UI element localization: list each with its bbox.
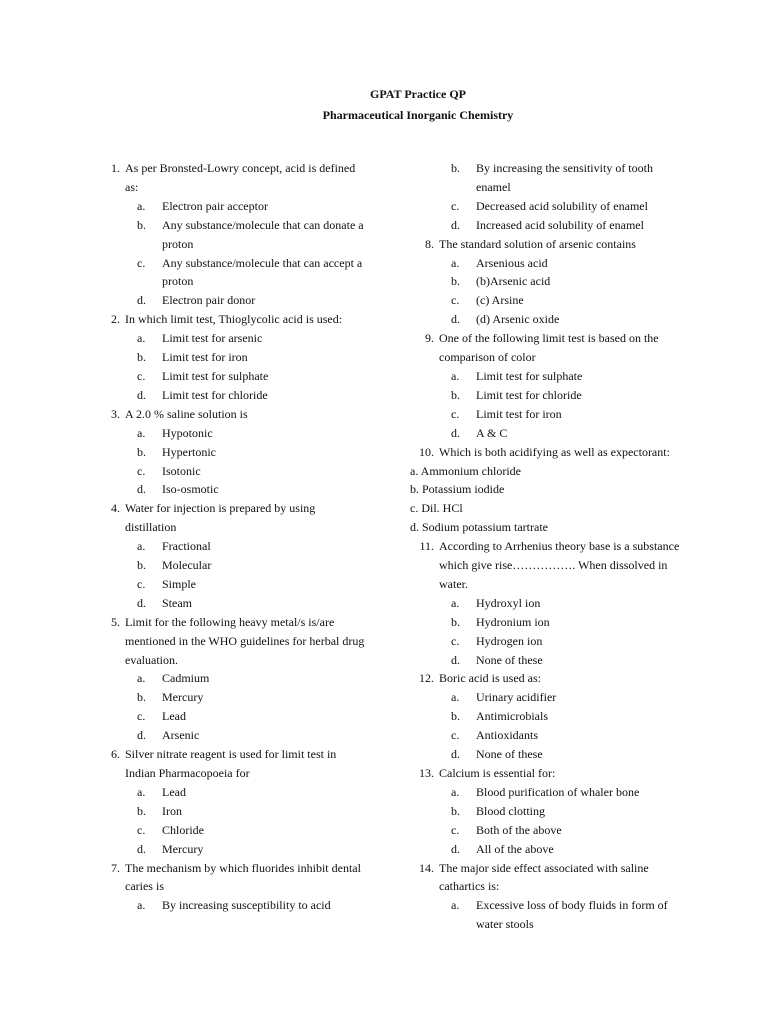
option bbox=[439, 310, 680, 329]
option bbox=[125, 386, 366, 405]
option-text: Limit test for arsenic bbox=[162, 331, 263, 346]
option bbox=[439, 216, 680, 235]
option-text: All of the above bbox=[476, 841, 554, 856]
plain-option: c. Dil. HCl bbox=[410, 501, 463, 516]
option bbox=[125, 367, 366, 386]
page-title: GPAT Practice QP bbox=[370, 87, 466, 101]
option-text: Lead bbox=[162, 709, 186, 724]
option bbox=[439, 651, 680, 670]
option-label: a. bbox=[451, 898, 460, 913]
option bbox=[439, 386, 680, 405]
option-label: d. bbox=[451, 652, 460, 667]
question-text: Boric acid is used as: bbox=[439, 671, 541, 686]
question-text: Limit for the following heavy metal/s is/are mentioned in the WHO guidelines for herbal drug evaluation. bbox=[125, 614, 365, 667]
option-text: Lead bbox=[162, 784, 186, 799]
option bbox=[439, 291, 680, 310]
option-label: a. bbox=[137, 539, 146, 554]
option bbox=[125, 443, 366, 462]
option-label: c. bbox=[137, 822, 146, 837]
option-label: d. bbox=[137, 595, 146, 610]
question-2 bbox=[96, 310, 366, 405]
question-4 bbox=[96, 499, 366, 612]
option-text: Excessive loss of body fluids in form of water stools bbox=[476, 898, 668, 932]
option-text: Decreased acid solubility of enamel bbox=[476, 198, 648, 213]
option-text: Mercury bbox=[162, 841, 204, 856]
option-label: d. bbox=[451, 747, 460, 762]
plain-option: b. Potassium iodide bbox=[410, 482, 505, 497]
question-9 bbox=[410, 329, 680, 442]
option-label: b. bbox=[137, 558, 146, 573]
option-label: b. bbox=[451, 274, 460, 289]
option-label: b. bbox=[451, 803, 460, 818]
option bbox=[439, 405, 680, 424]
option-text: Mercury bbox=[162, 690, 204, 705]
option-label: c. bbox=[137, 576, 146, 591]
option-label: d. bbox=[451, 425, 460, 440]
option-label: c. bbox=[451, 293, 460, 308]
option-text: Molecular bbox=[162, 558, 212, 573]
option bbox=[125, 462, 366, 481]
option-text: Iso-osmotic bbox=[162, 482, 219, 497]
question-number: 2. bbox=[111, 312, 120, 327]
option-text: Hypertonic bbox=[162, 444, 216, 459]
option-label: c. bbox=[451, 728, 460, 743]
option-text: Arsenious acid bbox=[476, 255, 548, 270]
option bbox=[439, 726, 680, 745]
question-14 bbox=[410, 859, 680, 935]
option-text: Simple bbox=[162, 576, 197, 591]
option bbox=[125, 783, 366, 802]
option-text: Limit test for sulphate bbox=[162, 368, 269, 383]
question-1 bbox=[96, 159, 366, 310]
question-text: Which is both acidifying as well as expectorant: bbox=[439, 444, 670, 459]
option-label: b. bbox=[137, 217, 146, 232]
question-text: As per Bronsted-Lowry concept, acid is defined as: bbox=[125, 161, 356, 194]
option-label: b. bbox=[137, 350, 146, 365]
question-number: 13. bbox=[419, 766, 434, 780]
option-text: Limit test for iron bbox=[476, 406, 562, 421]
question-number: 5. bbox=[111, 614, 120, 629]
option-label: c. bbox=[137, 709, 146, 724]
option bbox=[125, 575, 366, 594]
option bbox=[439, 594, 680, 613]
option bbox=[439, 802, 680, 821]
option-label: c. bbox=[137, 368, 146, 383]
option-label: b. bbox=[137, 803, 146, 818]
option-label: b. bbox=[451, 161, 460, 175]
question-text: One of the following limit test is based on the comparison of color bbox=[439, 331, 659, 365]
option-text: Any substance/molecule that can accept a proton bbox=[162, 255, 363, 289]
option-label: d. bbox=[137, 387, 146, 402]
question-text: In which limit test, Thioglycolic acid is used: bbox=[125, 312, 343, 327]
question-number: 3. bbox=[111, 406, 120, 421]
option bbox=[125, 291, 366, 310]
option bbox=[439, 688, 680, 707]
option-label: d. bbox=[451, 841, 460, 856]
option bbox=[125, 537, 366, 556]
question-3 bbox=[96, 405, 366, 500]
option-label: d. bbox=[137, 728, 146, 743]
option bbox=[125, 594, 366, 613]
option-text: Blood clotting bbox=[476, 803, 545, 818]
option-label: c. bbox=[137, 255, 146, 270]
option-label: d. bbox=[137, 841, 146, 856]
option-label: b. bbox=[137, 444, 146, 459]
option-text: By increasing susceptibility to acid bbox=[162, 898, 331, 913]
option bbox=[125, 840, 366, 859]
option-label: a. bbox=[137, 425, 146, 440]
option-text: Fractional bbox=[162, 539, 211, 554]
question-7-continued bbox=[410, 159, 680, 235]
option bbox=[125, 216, 366, 254]
option bbox=[125, 424, 366, 443]
option-text: Electron pair donor bbox=[162, 293, 256, 308]
option-label: a. bbox=[451, 784, 460, 799]
option bbox=[439, 197, 680, 216]
right-column bbox=[410, 159, 680, 934]
option bbox=[125, 348, 366, 367]
question-5 bbox=[96, 613, 366, 745]
question-text: The mechanism by which fluorides inhibit dental caries is bbox=[125, 860, 361, 894]
option-text: None of these bbox=[476, 747, 543, 762]
option-text: Antimicrobials bbox=[476, 709, 548, 724]
option-label: c. bbox=[451, 406, 460, 421]
option-label: b. bbox=[451, 614, 460, 629]
option-text: Antioxidants bbox=[476, 728, 538, 743]
option-label: c. bbox=[137, 463, 146, 478]
question-text: The major side effect associated with saline cathartics is: bbox=[439, 860, 649, 894]
option bbox=[125, 896, 366, 915]
option-label: a. bbox=[137, 784, 146, 799]
option-label: a. bbox=[137, 671, 146, 686]
option bbox=[439, 424, 680, 443]
option bbox=[439, 613, 680, 632]
option-text: Arsenic bbox=[162, 728, 200, 743]
option-text: Increased acid solubility of enamel bbox=[476, 217, 644, 232]
question-number: 12. bbox=[419, 671, 434, 686]
option-label: a. bbox=[137, 898, 146, 913]
option-label: a. bbox=[451, 690, 460, 705]
option bbox=[125, 802, 366, 821]
option-text: Iron bbox=[162, 803, 182, 818]
option-text: Blood purification of whaler bone bbox=[476, 784, 640, 799]
option bbox=[125, 556, 366, 575]
option-label: c. bbox=[451, 633, 460, 648]
option-text: (d) Arsenic oxide bbox=[476, 312, 560, 327]
question-text: According to Arrhenius theory base is a substance which give rise……………. When dissolved in water. bbox=[439, 539, 680, 591]
question-number: 8. bbox=[425, 236, 434, 251]
option bbox=[439, 272, 680, 291]
question-7 bbox=[96, 859, 366, 916]
option-label: c. bbox=[451, 822, 460, 837]
question-12 bbox=[410, 669, 680, 764]
option-text: Hypotonic bbox=[162, 425, 213, 440]
question-number: 1. bbox=[111, 161, 120, 175]
question-6 bbox=[96, 745, 366, 858]
option bbox=[439, 159, 680, 197]
question-8 bbox=[410, 235, 680, 330]
option bbox=[439, 632, 680, 651]
option-text: None of these bbox=[476, 652, 543, 667]
option bbox=[439, 745, 680, 764]
option bbox=[439, 707, 680, 726]
option bbox=[439, 840, 680, 859]
option-label: a. bbox=[451, 255, 460, 270]
option-text: Limit test for chloride bbox=[476, 387, 582, 402]
option-label: b. bbox=[451, 709, 460, 724]
option-text: Hydroxyl ion bbox=[476, 595, 541, 610]
option-text: Hydrogen ion bbox=[476, 633, 543, 648]
option bbox=[125, 480, 366, 499]
question-number: 11. bbox=[419, 539, 434, 554]
title-block bbox=[0, 84, 768, 126]
option-label: d. bbox=[137, 293, 146, 308]
option-text: (b)Arsenic acid bbox=[476, 274, 551, 289]
option bbox=[439, 254, 680, 273]
option-text: Chloride bbox=[162, 822, 204, 837]
option bbox=[439, 821, 680, 840]
question-10 bbox=[410, 443, 680, 462]
plain-option: d. Sodium potassium tartrate bbox=[410, 520, 548, 535]
option bbox=[125, 821, 366, 840]
plain-option: a. Ammonium chloride bbox=[410, 463, 521, 478]
question-text: Calcium is essential for: bbox=[439, 766, 556, 780]
question-number: 4. bbox=[111, 501, 120, 516]
question-number: 6. bbox=[111, 747, 120, 762]
option-label: a. bbox=[137, 198, 146, 213]
option-label: a. bbox=[451, 368, 460, 383]
option-text: Limit test for iron bbox=[162, 350, 248, 365]
option-label: a. bbox=[451, 595, 460, 610]
option bbox=[439, 783, 680, 802]
option-label: b. bbox=[137, 690, 146, 705]
question-number: 10. bbox=[419, 444, 434, 459]
option-text: Limit test for sulphate bbox=[476, 368, 583, 383]
option bbox=[125, 688, 366, 707]
option-text: By increasing the sensitivity of tooth enamel bbox=[476, 161, 653, 194]
page-subtitle: Pharmaceutical Inorganic Chemistry bbox=[322, 108, 514, 122]
option-label: d. bbox=[451, 217, 460, 232]
option bbox=[125, 669, 366, 688]
question-number: 14. bbox=[419, 860, 434, 875]
option bbox=[439, 896, 680, 934]
option-text: Limit test for chloride bbox=[162, 387, 268, 402]
option-text: Isotonic bbox=[162, 463, 201, 478]
option-text: (c) Arsine bbox=[476, 293, 524, 308]
option-text: Hydronium ion bbox=[476, 614, 550, 629]
option bbox=[125, 197, 366, 216]
question-text: Water for injection is prepared by using distillation bbox=[125, 501, 316, 535]
option bbox=[125, 329, 366, 348]
question-number: 9. bbox=[425, 331, 434, 346]
option-text: Electron pair acceptor bbox=[162, 198, 268, 213]
question-13 bbox=[410, 764, 680, 859]
left-column bbox=[96, 159, 366, 915]
option-text: Both of the above bbox=[476, 822, 562, 837]
question-text: Silver nitrate reagent is used for limit test in Indian Pharmacopoeia for bbox=[125, 747, 337, 780]
option-text: Steam bbox=[162, 595, 192, 610]
option-text: Cadmium bbox=[162, 671, 210, 686]
option-text: A & C bbox=[476, 425, 508, 440]
option-text: Urinary acidifier bbox=[476, 690, 557, 705]
option-label: a. bbox=[137, 331, 146, 346]
option bbox=[125, 254, 366, 292]
question-number: 7. bbox=[111, 860, 120, 875]
question-11 bbox=[410, 537, 680, 669]
option bbox=[439, 367, 680, 386]
option bbox=[125, 707, 366, 726]
question-text: The standard solution of arsenic contains bbox=[439, 236, 636, 251]
option-label: c. bbox=[451, 198, 460, 213]
option-text: Any substance/molecule that can donate a proton bbox=[162, 217, 364, 251]
option-label: b. bbox=[451, 387, 460, 402]
option-label: d. bbox=[137, 482, 146, 497]
option-label: d. bbox=[451, 312, 460, 327]
option bbox=[125, 726, 366, 745]
question-text: A 2.0 % saline solution is bbox=[125, 406, 248, 421]
